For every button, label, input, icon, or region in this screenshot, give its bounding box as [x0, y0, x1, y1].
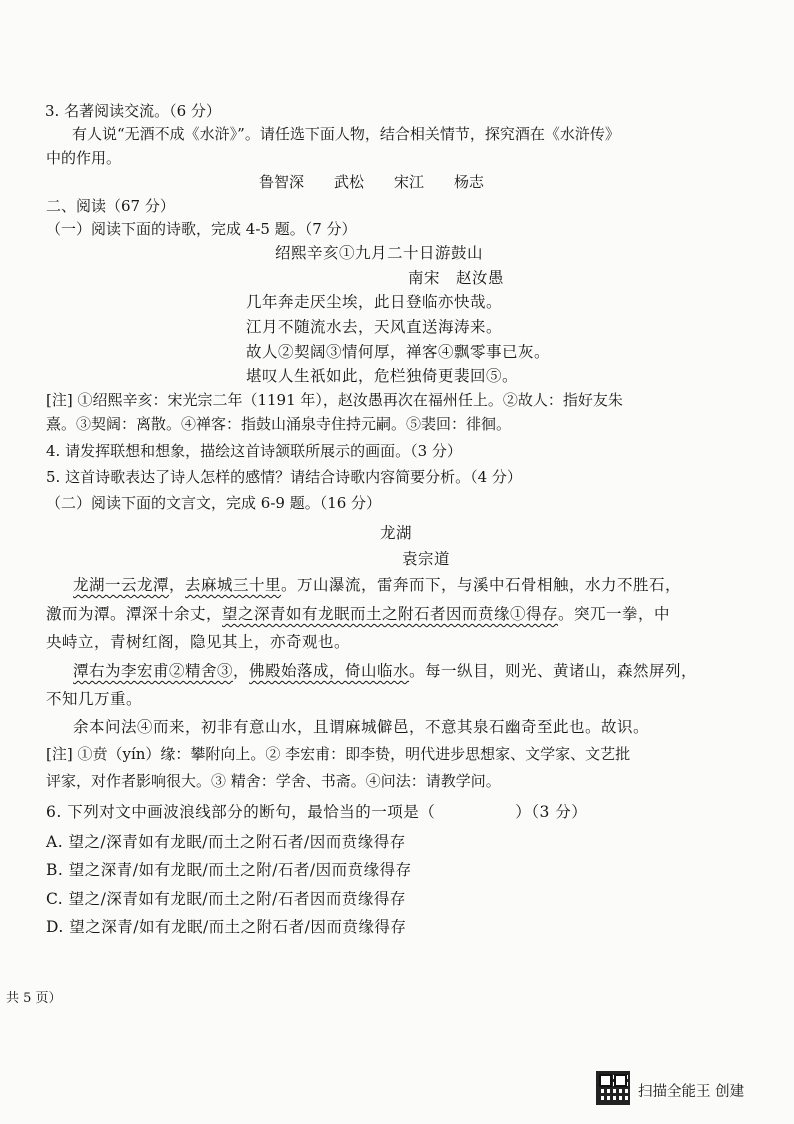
essay-p3: 余本问法④而来，初非有意山水，且谓麻城僻邑，不意其泉石幽奇至此也。故识。: [73, 718, 650, 736]
poem-title: 绍熙辛亥①九月二十日游鼓山: [275, 244, 484, 262]
option-a: A. 望之/深青如有龙眠/而土之附石者/因而贲缘得存: [46, 833, 406, 851]
poem-line-1: 几年奔走厌尘埃，此日登临亦快哉。: [246, 293, 503, 311]
q3-prompt-line1: 有人说“无酒不成《水浒》”。请任选下面人物，结合相关情节，探究酒在《水浒传》: [72, 125, 620, 143]
essay-author: 袁宗道: [402, 550, 451, 568]
essay-p2-line1: [73, 661, 697, 681]
section2-heading: 二、阅读（67 分）: [46, 197, 175, 215]
wavy-underlined-phrase: 望之深青如有龙眠而土之附石者因而贲缘①得存: [222, 605, 559, 623]
poem-line-3: 故人②契阔③情何厚，禅客④飘零事已灰。: [246, 343, 551, 361]
option-d: D. 望之深青/如有龙眠/而土之附石者/因而贲缘得存: [46, 918, 407, 936]
option-c: C. 望之/深青如有龙眠/而土之附/石者因而贲缘得存: [46, 890, 406, 908]
essay-p1-line2: [46, 604, 670, 624]
part1-heading: （一）阅读下面的诗歌，完成 4-5 题。（7 分）: [46, 220, 357, 238]
poem-note-line1: [注] ①绍熙辛亥：宋光宗二年（1191 年），赵汝愚再次在福州任上。②故人：指好友朱: [46, 391, 623, 409]
essay-title: 龙湖: [380, 524, 413, 542]
essay-p2-line2: 不知几万重。: [46, 690, 143, 708]
q3-characters: 鲁智深 武松 宋江 杨志: [259, 173, 485, 191]
punctuation: ，: [169, 576, 186, 594]
question-6-stem: 6. 下列对文中画波浪线部分的断句，最恰当的一项是（ ）（3 分）: [46, 803, 588, 821]
essay-text: 。突兀一拳，中: [558, 605, 671, 623]
part2-heading: （二）阅读下面的文言文，完成 6-9 题。（16 分）: [46, 494, 382, 512]
poem-note-line2: 熹。③契阔：离散。④禅客：指鼓山涌泉寺住持元嗣。⑤裴回：徘徊。: [46, 415, 512, 433]
wavy-underlined-phrase: 龙湖一云龙潭: [73, 576, 170, 594]
scanner-watermark: 扫描全能王 创建: [638, 1084, 745, 1100]
essay-note-line2: 评家，对作者影响很大。③ 精舍：学舍、书斋。④问法：请教学问。: [46, 772, 501, 790]
poem-line-2: 江月不随流水去，天风直送海涛来。: [246, 318, 503, 336]
essay-text: 激而为潭。潭深十余丈，: [46, 605, 223, 623]
option-b: B. 望之深青/如有龙眠/而土之附/石者/因而贲缘得存: [46, 861, 412, 879]
wavy-underlined-phrase: 佛殿始落成，倚山临水: [249, 662, 410, 680]
essay-text: 。每一纵目，则光、黄诸山，森然屏列，: [409, 662, 698, 680]
essay-note-line1: [注] ①贲（yín）缘：攀附向上。② 李宏甫：即李贽，明代进步思想家、文学家、文艺批: [46, 745, 631, 763]
punctuation: ，: [233, 662, 250, 680]
q3-heading: 3. 名著阅读交流。（6 分）: [45, 102, 221, 120]
essay-p1-line3: 央峙立，青树红阁，隐见其上，亦奇观也。: [46, 633, 351, 651]
page-footer: 共 5 页）: [6, 991, 62, 1006]
wavy-underlined-phrase: 去麻城三十里: [185, 576, 282, 594]
wavy-underlined-phrase: 潭右为李宏甫②精舍③: [73, 662, 234, 680]
poem-line-4: 堪叹人生祇如此，危栏独倚更裴回⑤。: [246, 367, 519, 385]
poem-author: 南宋 赵汝愚: [408, 269, 505, 287]
question-4: 4. 请发挥联想和想象，描绘这首诗颔联所展示的画面。（3 分）: [46, 442, 462, 460]
question-5: 5. 这首诗歌表达了诗人怎样的感情？请结合诗歌内容简要分析。（4 分）: [46, 468, 522, 486]
q3-prompt-line2: 中的作用。: [46, 149, 122, 167]
essay-text: 。万山瀑流，雷奔而下，与溪中石骨相触，水力不胜石，: [281, 576, 682, 594]
essay-p1-line1: [73, 575, 681, 595]
qr-code-icon: [596, 1071, 630, 1105]
